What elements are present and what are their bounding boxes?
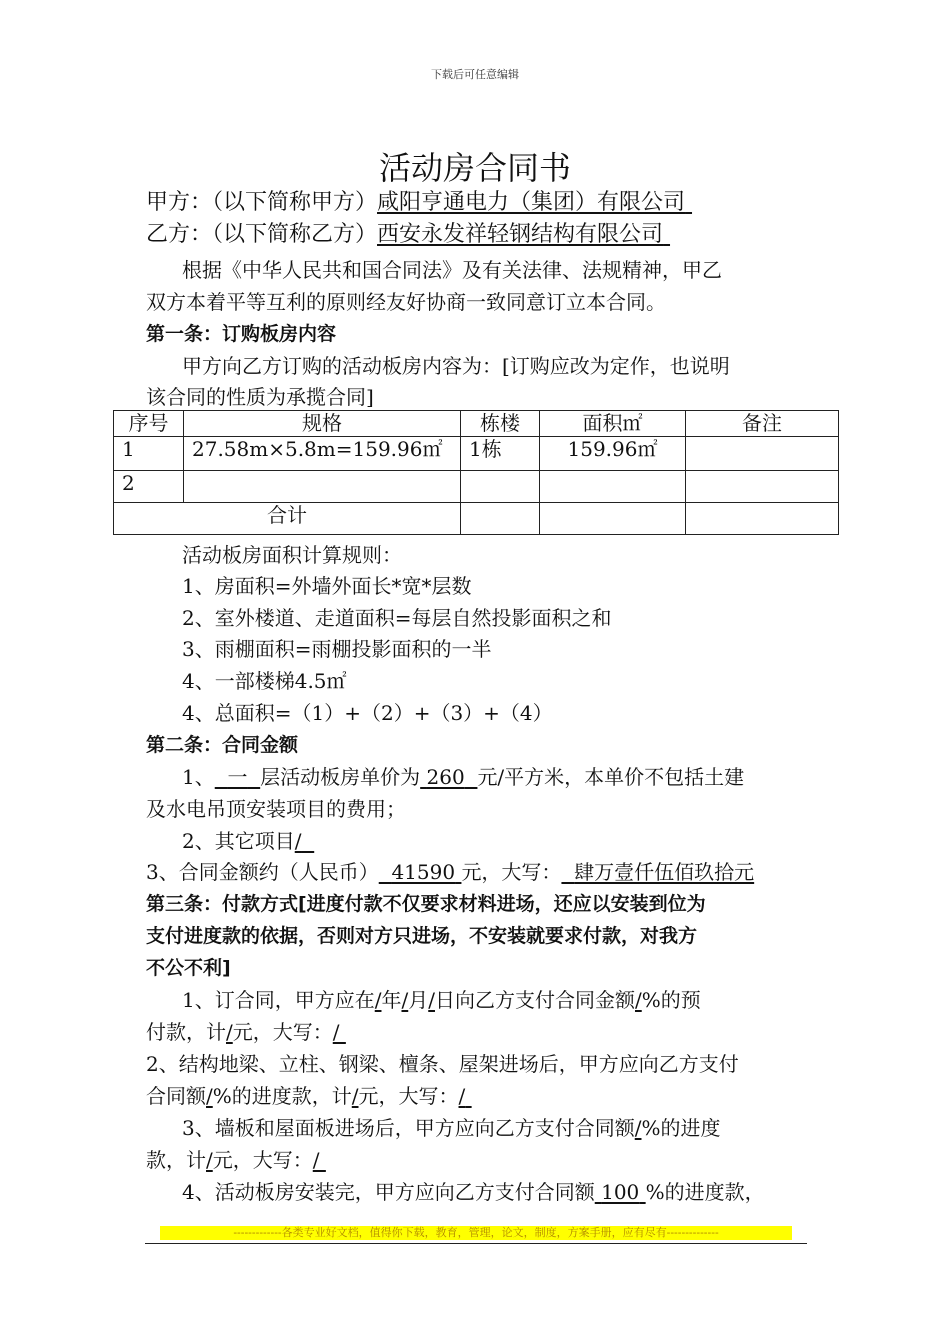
contract-amount-value: 41590 [391,860,456,884]
article-1-line-2: 该合同的性质为承揽合同] [146,385,374,409]
text-segment: 1、订合同，甲方应在 [182,988,375,1012]
table-cell [686,437,839,471]
rules-heading: 活动板房面积计算规则： [182,543,402,567]
text-segment: 月 [408,988,429,1012]
amount-in-words-value: 肆万壹仟伍佰玖拾元 [574,860,755,884]
table-total-row [114,503,839,535]
table-cell: 2 [114,471,184,503]
text-segment: 元，大写： [232,1020,333,1044]
rule-item: 4、总面积=（1）+（2）+（3）+（4） [182,701,553,725]
blank-field: / [206,1084,213,1108]
table-cell [540,503,686,535]
header-note: 下载后可任意编辑 [431,68,519,81]
footer-divider [145,1243,807,1244]
text-segment: 3、合同金额约（人民币） [146,860,379,884]
table-cell [540,471,686,503]
table-cell [686,471,839,503]
article-3-line-3: 不公不利] [146,957,231,979]
payment-item-3 [182,1115,721,1141]
document-title: 活动房合同书 [378,149,571,187]
table-row [114,437,839,471]
table-cell [461,503,540,535]
table-cell: 1栋 [461,437,540,471]
text-segment: %的进度款，计 [212,1084,352,1108]
payment-item-3-cont [146,1147,326,1173]
table-cell [686,503,839,535]
rule-item: 4、一部楼梯4.5㎡ [182,669,347,693]
text-segment: %的进度 [641,1116,721,1140]
rule-item: 1、房面积=外墙外面长*宽*层数 [182,574,472,598]
payment-item-1 [182,987,701,1013]
article-2-item-1 [182,764,744,790]
table-row [114,471,839,503]
order-table [113,410,839,535]
article-2-item-1-cont: 及水电吊顶安装项目的费用； [146,797,406,821]
final-percent-value: 100 [601,1180,640,1204]
unit-price [420,765,477,789]
article-1-line-1: 甲方向乙方订购的活动板房内容为：[订购应改为定作，也说明 [182,354,730,378]
blank-field [459,1084,472,1108]
table-header-cell: 面积㎡ [540,411,686,437]
table-header-cell: 栋楼 [461,411,540,437]
table-header-cell: 备注 [686,411,839,437]
floor-value: 一 [227,765,248,789]
contract-amount [379,860,462,884]
text-segment: 2、其它项目 [182,829,295,853]
other-items [295,829,314,853]
rule-item: 2、室外楼道、走道面积=每层自然投影面积之和 [182,606,612,630]
other-items-value: / [294,829,302,853]
final-percent [595,1180,646,1204]
text-segment: 款，计 [146,1148,206,1172]
table-cell: 1 [114,437,184,471]
blank-value: / [458,1084,466,1108]
table-cell: 159.96㎡ [540,437,686,471]
article-2-heading: 第二条：合同金额 [146,734,299,756]
text-segment: 元，大写： [461,860,562,884]
rule-item: 3、雨棚面积=雨棚投影面积的一半 [182,637,492,661]
amount-in-words [561,860,754,884]
text-segment: 日向乙方支付合同金额 [434,988,635,1012]
text-segment: 层活动板房单价为 [260,765,421,789]
blank-value: / [312,1148,320,1172]
text-segment: %的进度款， [645,1180,765,1204]
table-cell [461,471,540,503]
article-2-item-3 [146,859,754,885]
blank-field: / [206,1148,213,1172]
intro-line-2: 双方本着平等互利的原则经友好协商一致同意订立本合同。 [146,290,666,314]
text-segment: 合同额 [146,1084,206,1108]
text-segment: 元/平方米，本单价不包括土建 [477,765,745,789]
blank-field: / [351,1084,359,1108]
footer-banner: -------------各类专业好文档，值得你下载，教育，管理，论文，制度，方案手册，应有尽有-------------- [160,1226,792,1240]
table-cell: 27.58m×5.8m=159.96㎡ [184,437,461,471]
blank-value: / [332,1020,340,1044]
table-total-label: 合计 [114,503,461,535]
payment-item-4 [182,1179,765,1205]
text-segment: 4、活动板房安装完，甲方应向乙方支付合同额 [182,1180,595,1204]
article-3-line-2: 支付进度款的依据，否则对方只进场，不安装就要求付款，对我方 [146,925,698,947]
blank-field [313,1148,326,1172]
payment-item-1-cont [146,1019,346,1045]
text-segment: 3、墙板和屋面板进场后，甲方应向乙方支付合同额 [182,1116,635,1140]
payment-item-2-cont [146,1083,472,1109]
party-a-name: 咸阳亨通电力（集团）有限公司 [377,190,686,215]
table-header-cell: 序号 [114,411,184,437]
party-b-label: 乙方：（以下简称乙方） [146,222,378,247]
text-segment: 元，大写： [212,1148,313,1172]
floor-count [215,765,260,789]
text-segment: 年 [381,988,402,1012]
blank-field: / [634,1116,642,1140]
party-b-name: 西安永发祥轻钢结构有限公司 [377,222,664,247]
table-header-cell: 规格 [184,411,461,437]
party-a-label: 甲方：（以下简称甲方） [146,190,378,215]
blank-field: / [428,988,435,1012]
blank-field: / [226,1020,233,1044]
article-2-item-2 [182,828,314,854]
article-3-line-1: 第三条：付款方式[进度付款不仅要求材料进场，还应以安装到位为 [146,893,706,915]
party-b [146,222,670,248]
unit-price-value: 260 [426,765,465,789]
intro-line-1: 根据《中华人民共和国合同法》及有关法律、法规精神，甲乙 [182,258,722,282]
text-segment: %的预 [641,988,701,1012]
text-segment: 付款，计 [146,1020,226,1044]
blank-field [333,1020,346,1044]
table-header-row [114,411,839,437]
payment-item-2: 2、结构地梁、立柱、钢梁、檀条、屋架进场后，甲方应向乙方支付 [146,1052,739,1076]
blank-field: / [401,988,409,1012]
party-a [146,190,692,216]
blank-field: / [374,988,382,1012]
article-1-heading: 第一条：订购板房内容 [146,323,337,345]
blank-field: / [634,988,642,1012]
table-cell [184,471,461,503]
text-segment: 1、 [182,765,215,789]
text-segment: 元，大写： [358,1084,459,1108]
